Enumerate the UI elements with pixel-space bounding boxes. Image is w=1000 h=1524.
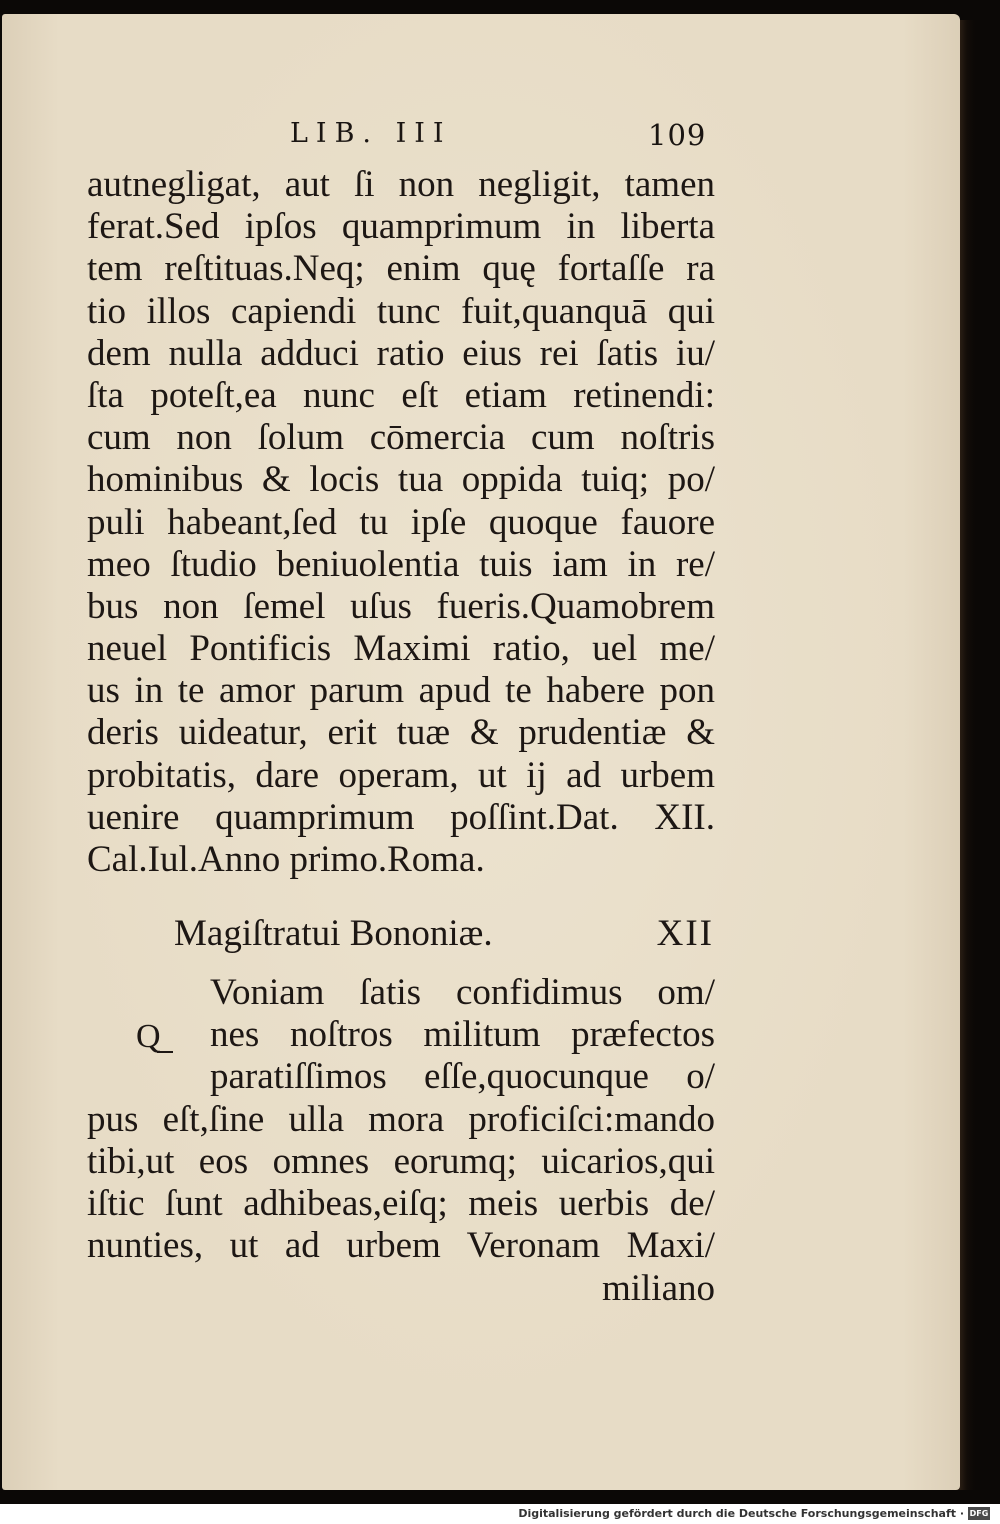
book-page <box>2 14 960 1490</box>
letter-number: XII <box>656 913 714 954</box>
body-line: autnegligat, aut ſi non negligit, tamen <box>87 164 715 205</box>
dfg-logo-icon: DFG <box>969 1509 989 1518</box>
catchword: miliano <box>601 1268 715 1309</box>
letter-line: paratiſſimos eſſe,quocunque o/ <box>210 1056 715 1098</box>
body-line: tem reſtituas.Neq; enim quę fortaſſe ra <box>87 248 715 290</box>
letter-line: nes noſtros militum præfectos <box>210 1014 715 1056</box>
body-line: cum non ſolum cōmercia cum noſtris <box>87 417 715 459</box>
body-line: us in te amor parum apud te habere pon <box>87 670 715 712</box>
body-text <box>87 164 715 881</box>
body-line: ſta poteſt,ea nunc eſt etiam retinendi: <box>87 374 715 416</box>
body-line: puli habeant,ſed tu ipſe quoque fauore <box>87 501 715 543</box>
footer-bar <box>0 1504 1000 1524</box>
letter-line: pus eſt,ſine ulla mora proficiſci:mando <box>87 1098 715 1140</box>
initial-guide-text: Q <box>136 1018 161 1055</box>
letter-text <box>87 972 715 1267</box>
body-line: uenire quamprimum poſſint.Dat. XII. <box>87 796 715 838</box>
letter-heading-title: Magiſtratui Bononiæ. <box>174 913 493 954</box>
letter-line: Voniam ſatis confidimus om/ <box>210 972 715 1013</box>
body-line: deris uideatur, erit tuæ & prudentiæ & <box>87 712 715 754</box>
body-line: meo ſtudio beniuolentia tuis iam in re/ <box>87 543 715 585</box>
page-number: 109 <box>648 118 707 152</box>
body-line: neuel Pontificis Maximi ratio, uel me/ <box>87 628 715 670</box>
body-line: tio illos capiendi tunc fuit,quanquā qui <box>87 290 715 332</box>
body-line: ferat.Sed ipſos quamprimum in liberta <box>87 206 715 248</box>
letter-line: nunties, ut ad urbem Veronam Maxi/ <box>87 1225 715 1267</box>
letter-line: tibi,ut eos omnes eorumq; uicarios,qui <box>87 1140 715 1182</box>
body-line: bus non ſemel uſus fueris.Quamobrem <box>87 585 715 627</box>
body-line: probitatis, dare operam, ut ij ad urbem <box>87 754 715 796</box>
body-line: Cal.Iul.Anno primo.Roma. <box>87 839 485 880</box>
running-title: LIB. III <box>290 118 452 149</box>
body-line: dem nulla adduci ratio eius rei ſatis iu/ <box>87 332 715 374</box>
body-line: hominibus & locis tua oppida tuiq; po/ <box>87 459 715 501</box>
digitization-credit: Digitalisierung gefördert durch die Deutsche Forschungsgemeinschaft · <box>518 1507 964 1520</box>
letter-line: iſtic ſunt adhibeas,eiſq; meis uerbis de/ <box>87 1182 715 1224</box>
